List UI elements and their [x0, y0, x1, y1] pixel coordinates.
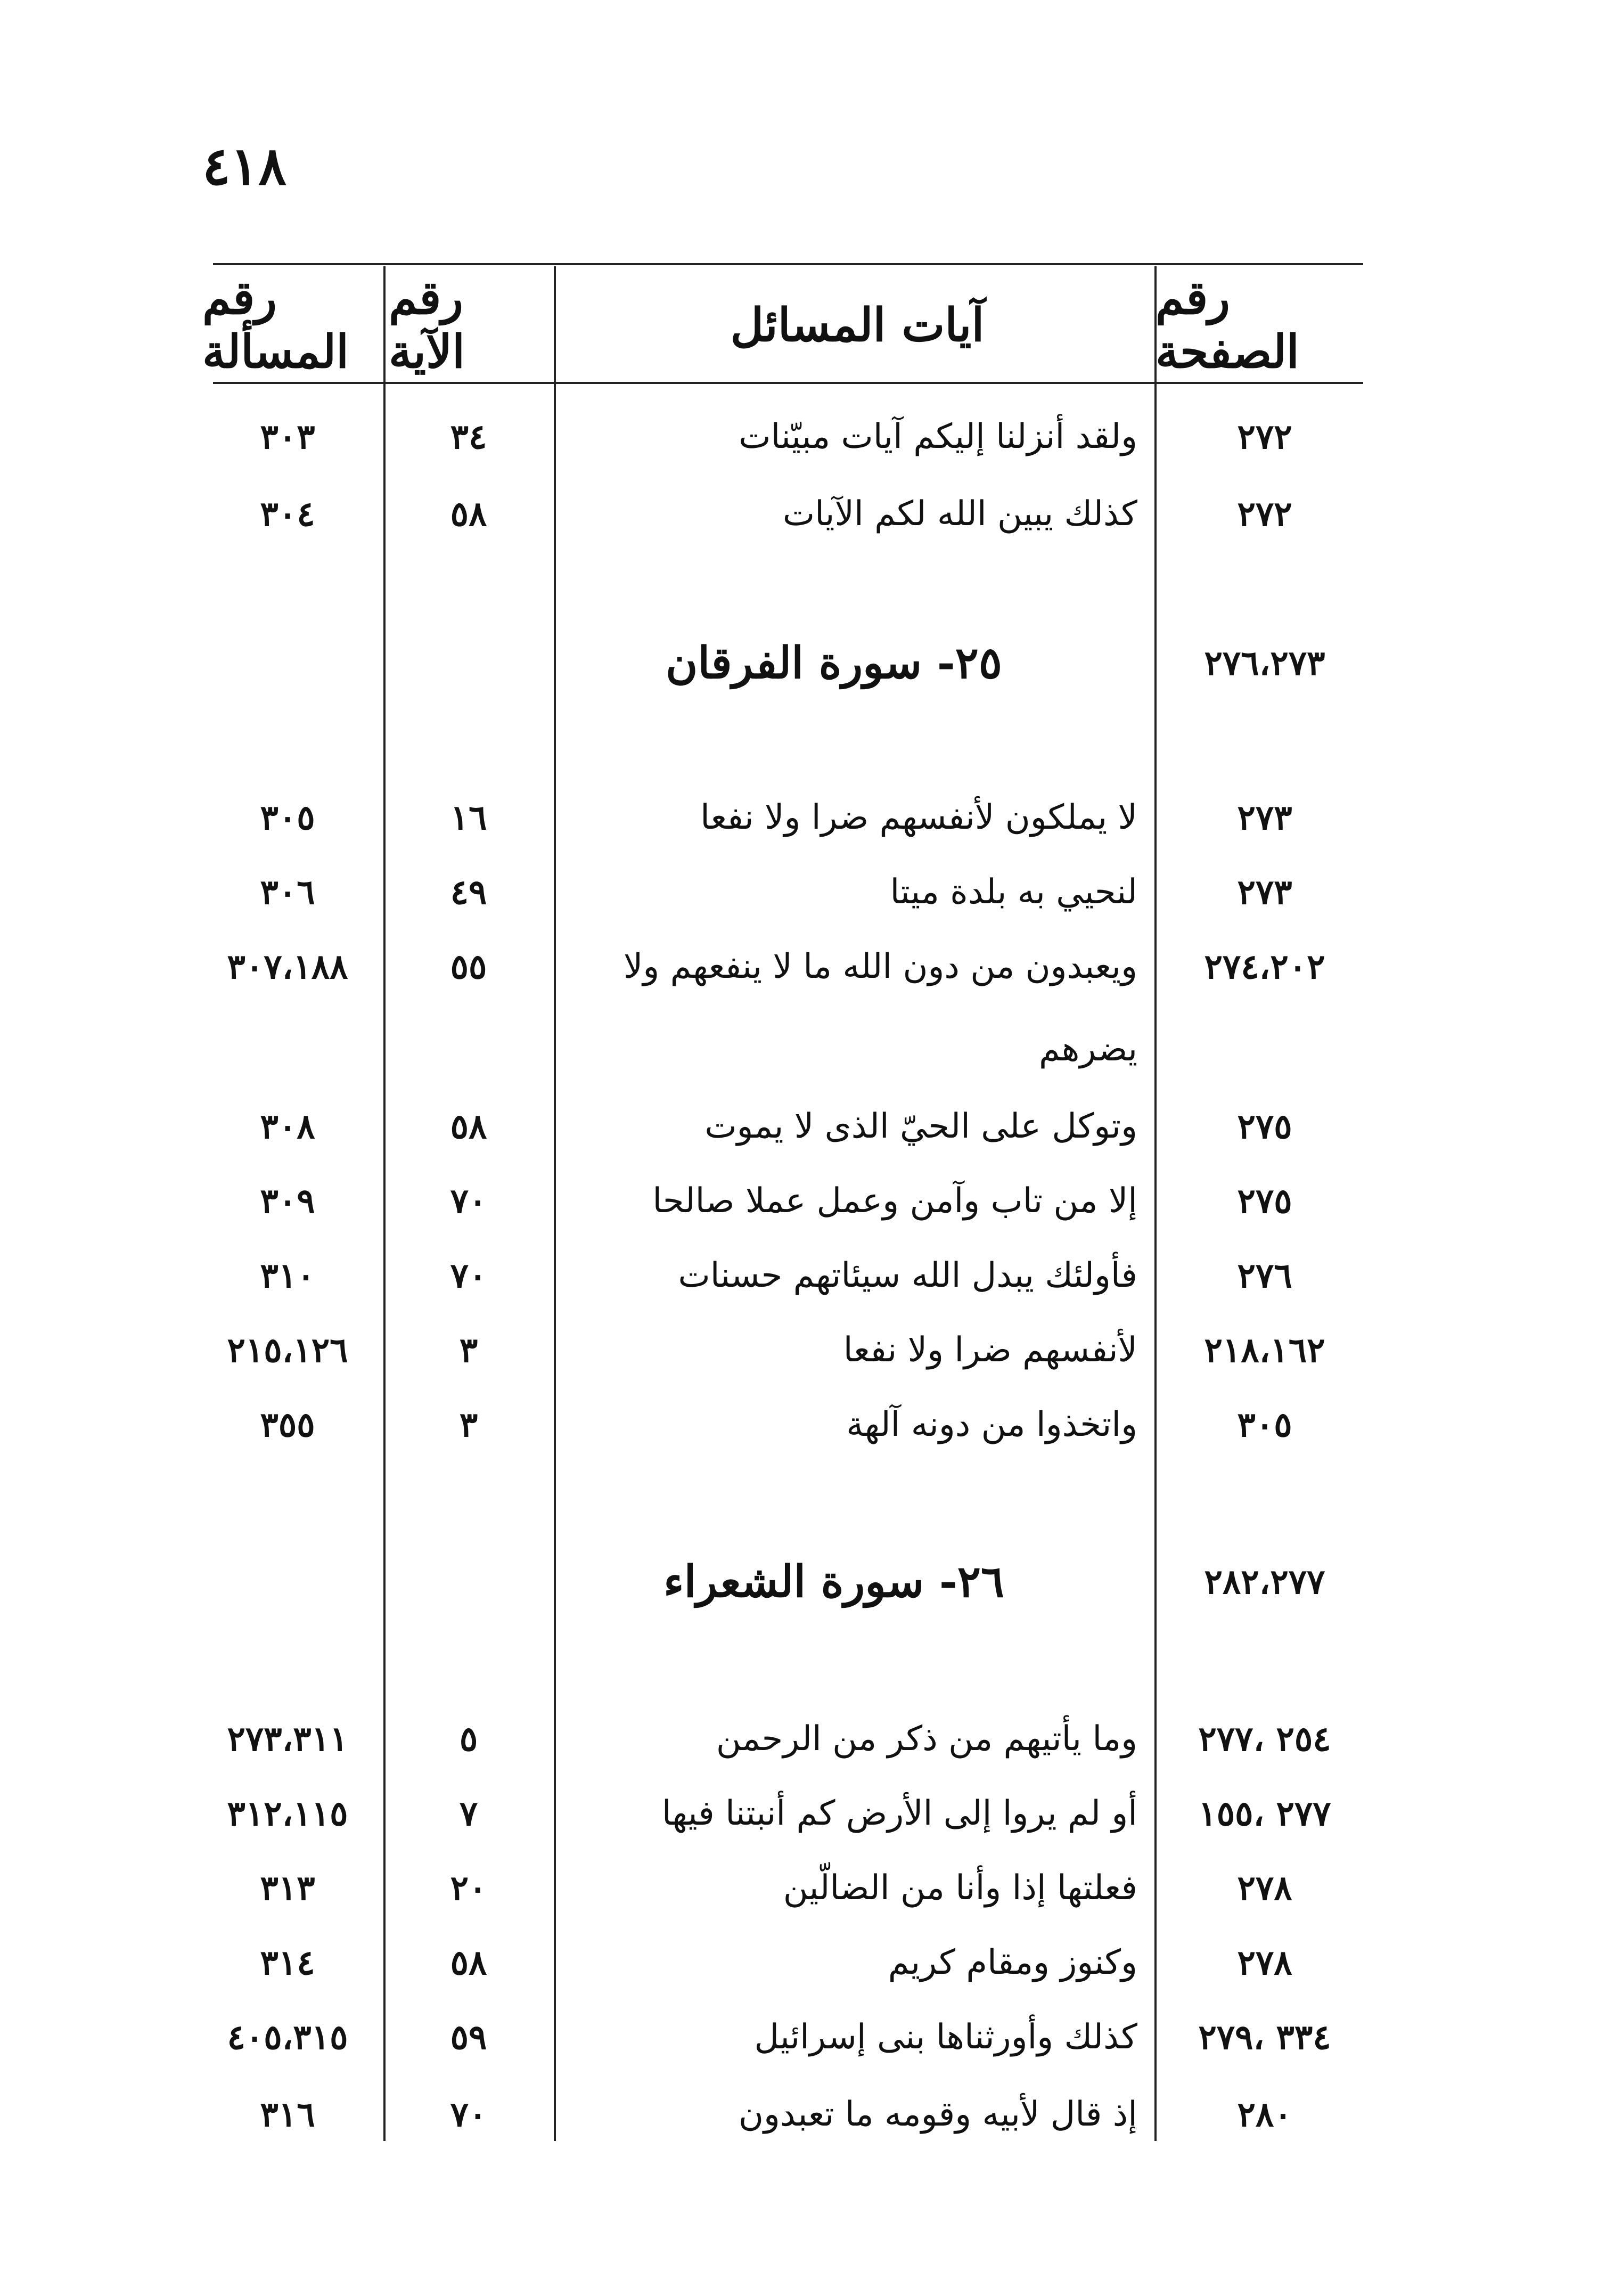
table-row: [0, 2085, 1606, 2144]
row-ayah: ٤٩: [450, 872, 487, 912]
row-ayah: ٢٠: [450, 1868, 487, 1908]
row-verse: إلا من تاب وآمن وعمل عملا صالحا: [652, 1181, 1137, 1221]
row-question: ٣١٤: [260, 1942, 315, 1983]
row-ayah: ٣: [459, 1404, 478, 1445]
row-page: ٢١٨،١٦٢: [1204, 1330, 1325, 1370]
table-top-rule: [213, 263, 1363, 265]
row-ayah: ٣٤: [450, 416, 487, 457]
row-verse: فعلتها إذا وأنا من الضالّين: [783, 1868, 1137, 1908]
table-row-continuation: [0, 1020, 1606, 1078]
row-ayah: ٧٠: [450, 2094, 487, 2135]
row-page: ٢٧٥: [1237, 1181, 1292, 1221]
row-question: ٢٧٣،٣١١: [227, 1719, 348, 1759]
row-verse: وكنوز ومقام كريم: [888, 1943, 1137, 1982]
header-page-number: رقم الصفحة: [1156, 271, 1299, 379]
row-question: ٣٠٤: [260, 494, 315, 534]
row-verse: ويعبدون من دون الله ما لا ينفعهم ولا: [623, 947, 1137, 986]
row-question: ٣١٢،١١٥: [227, 1793, 348, 1834]
table-row: [0, 863, 1606, 921]
row-page: ٢٨٠: [1237, 2094, 1292, 2135]
row-ayah: ٥٨: [450, 1942, 487, 1983]
surah-heading-row: [0, 1553, 1606, 1611]
row-page: ٢٧٦،٢٧٣: [1204, 643, 1325, 683]
surah-heading-row: [0, 634, 1606, 692]
row-question: ٣٠٨: [260, 1106, 315, 1147]
table-row: [0, 1933, 1606, 1992]
page-number: ٤١٨: [202, 136, 286, 197]
row-verse: إذ قال لأبيه وقومه ما تعبدون: [739, 2095, 1137, 2134]
row-page: ٢٥٤ ،٢٧٧: [1198, 1719, 1331, 1759]
row-question: ٣٠٧،١٨٨: [227, 946, 348, 987]
row-ayah: ١٦: [450, 797, 487, 838]
table-row: [0, 407, 1606, 466]
row-question: ٣٥٥: [260, 1404, 315, 1445]
table-row: [0, 1395, 1606, 1454]
header-ayah-number: رقم الآية: [389, 271, 465, 379]
row-ayah: ٥٥: [450, 946, 487, 987]
row-ayah: ٥٨: [450, 494, 487, 534]
row-verse: لا يملكون لأنفسهم ضرا ولا نفعا: [700, 798, 1137, 837]
table-row: [0, 1859, 1606, 1917]
table-row: [0, 1710, 1606, 1768]
row-ayah: ٣: [459, 1330, 478, 1370]
row-verse-continuation: يضرهم: [1039, 1029, 1137, 1069]
row-page: ٣٣٤ ،٢٧٩: [1198, 2017, 1331, 2057]
table-row: [0, 1172, 1606, 1230]
row-question: ٢١٥،١٢٦: [227, 1330, 348, 1370]
table-row: [0, 1321, 1606, 1379]
row-page: ٢٧٨: [1237, 1868, 1292, 1908]
row-page: ٢٧٦: [1237, 1255, 1292, 1296]
row-verse: لنحيي به بلدة ميتا: [890, 872, 1137, 912]
row-verse: وتوكل على الحيّ الذى لا يموت: [704, 1107, 1137, 1146]
row-verse: كذلك وأورثناها بنى إسرائيل: [754, 2017, 1137, 2057]
row-page: ٢٧٣: [1237, 797, 1292, 838]
row-page: ٢٧٧ ،١٥٥: [1198, 1793, 1331, 1834]
row-verse: فأولئك يبدل الله سيئاتهم حسنات: [678, 1256, 1137, 1295]
row-verse: كذلك يبين الله لكم الآيات: [782, 494, 1137, 534]
table-row: [0, 937, 1606, 996]
row-ayah: ٧٠: [450, 1255, 487, 1296]
row-verse: أو لم يروا إلى الأرض كم أنبتنا فيها: [661, 1794, 1137, 1833]
row-verse: وما يأتيهم من ذكر من الرحمن: [716, 1719, 1137, 1759]
row-ayah: ٧٠: [450, 1181, 487, 1221]
row-ayah: ٥: [459, 1719, 478, 1759]
row-page: ٢٧٢: [1237, 416, 1292, 457]
row-question: ٣٠٦: [260, 872, 315, 912]
row-page: ٢٧٣: [1237, 872, 1292, 912]
row-question: ٣٠٣: [260, 416, 315, 457]
row-ayah: ٥٨: [450, 1106, 487, 1147]
row-question: ٣٠٩: [260, 1181, 315, 1221]
row-page: ٣٠٥: [1237, 1404, 1292, 1445]
row-page: ٢٧٢: [1237, 494, 1292, 534]
table-row: [0, 788, 1606, 847]
row-question: ٣١٦: [260, 2094, 315, 2135]
row-question: ٣١٣: [260, 1868, 315, 1908]
table-row: [0, 1097, 1606, 1156]
table-row: [0, 485, 1606, 543]
row-page: ٢٨٢،٢٧٧: [1204, 1562, 1325, 1602]
row-page: ٢٧٨: [1237, 1942, 1292, 1983]
row-page: ٢٧٤،٢٠٢: [1204, 946, 1325, 987]
row-question: ٣٠٥: [260, 797, 315, 838]
row-verse: ولقد أنزلنا إليكم آيات مبيّنات: [739, 417, 1137, 456]
table-header-rule: [213, 382, 1363, 384]
row-verse: لأنفسهم ضرا ولا نفعا: [843, 1330, 1137, 1370]
row-ayah: ٥٩: [450, 2017, 487, 2057]
table-row: [0, 1246, 1606, 1305]
surah-title: ٢٥- سورة الفرقان: [666, 638, 1002, 689]
row-page: ٢٧٥: [1237, 1106, 1292, 1147]
row-verse: واتخذوا من دونه آلهة: [846, 1405, 1137, 1444]
row-question: ٤٠٥،٣١٥: [227, 2017, 348, 2057]
header-verses: آيات المسائل: [730, 298, 985, 352]
header-question-number: رقم المسألة: [202, 271, 349, 379]
table-row: [0, 1784, 1606, 1843]
table-row: [0, 2008, 1606, 2066]
surah-title: ٢٦- سورة الشعراء: [663, 1556, 1004, 1607]
row-ayah: ٧: [459, 1793, 478, 1834]
row-question: ٣١٠: [260, 1255, 315, 1296]
